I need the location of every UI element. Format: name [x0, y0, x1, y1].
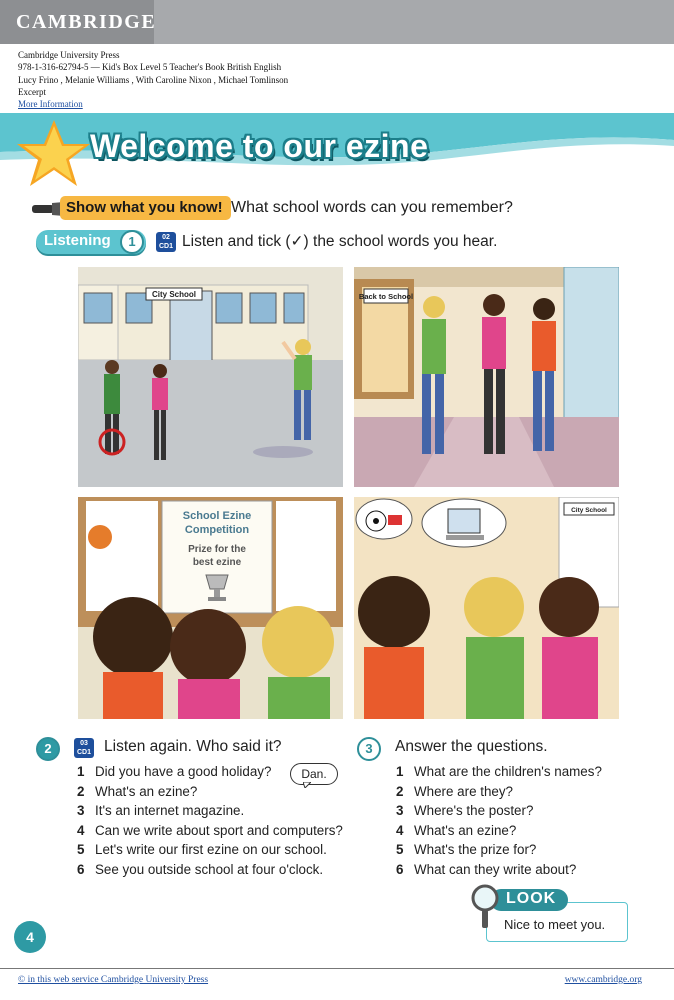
listening-instruction: Listen and tick (✓) the school words you hear. [182, 233, 498, 250]
book-metadata [18, 49, 288, 110]
list-item: 6 What can they write about? [396, 861, 577, 877]
show-what-you-know-label: Show what you know! [60, 196, 231, 220]
exercise-1-number: 1 [120, 230, 144, 254]
poster-line-2: Competition [184, 524, 250, 536]
cd-track: 02 [162, 234, 170, 241]
list-item: 5 What's the prize for? [396, 842, 537, 857]
exercise-3-number: 3 [357, 737, 381, 761]
look-text: Nice to meet you. [504, 917, 606, 932]
cd-icon[interactable] [156, 232, 176, 252]
list-item: 5 Let's write our first ezine on our school. [77, 842, 327, 857]
header-bar [0, 0, 674, 44]
exercise-3-list [396, 762, 602, 879]
city-school-sign: City School [151, 290, 197, 299]
picture-competition-poster [78, 497, 343, 719]
website-link[interactable]: www.cambridge.org [564, 975, 642, 985]
cd-track-2: 03 [80, 740, 88, 747]
poster-line-3: Prize for the [188, 544, 246, 555]
publisher: Cambridge University Press [18, 50, 120, 60]
magnifier-icon [470, 884, 500, 932]
authors: Lucy Frino , Melanie Williams , With Caroline Nixon , Michael Tomlinson [18, 74, 289, 85]
copyright-link[interactable]: © in this web service Cambridge University Press [18, 975, 209, 985]
cambridge-logo[interactable] [0, 0, 157, 44]
excerpt-label: Excerpt [18, 86, 46, 97]
list-item: 4 What's an ezine? [396, 822, 517, 838]
cd-icon-2[interactable] [74, 738, 94, 758]
back-to-school-sign: Back to School [358, 292, 414, 301]
list-item: 4 Can we write about sport and computers? [77, 822, 343, 838]
exercise-2-number: 2 [36, 737, 60, 761]
city-school-sign-2: City School [571, 507, 607, 514]
picture-school-corridor [354, 267, 619, 487]
exercise-2-title: Listen again. Who said it? [104, 738, 282, 755]
show-what-you-know-question: What school words can you remember? [231, 199, 513, 216]
poster-line-1: School Ezine [182, 510, 252, 522]
footer-divider [0, 968, 674, 969]
poster-line-4: best ezine [192, 557, 242, 568]
list-item: 3 It's an internet magazine. [77, 803, 245, 818]
list-item: 1 What are the children's names? [396, 764, 602, 779]
list-item: 2 What's an ezine? [77, 783, 198, 799]
exercise-3-title: Answer the questions. [395, 738, 548, 755]
picture-children-thinking [354, 497, 619, 719]
listening-label: Listening [44, 232, 111, 249]
cd-label-2: CD1 [76, 749, 91, 756]
answer-bubble: Dan. [290, 763, 338, 785]
list-item: 1 Did you have a good holiday? [77, 764, 272, 779]
look-badge [490, 889, 568, 911]
list-item: 2 Where are they? [396, 783, 513, 799]
list-item: 6 See you outside school at four o'clock. [77, 861, 324, 877]
isbn-title: 978-1-316-62794-5 — Kid's Box Level 5 Teacher's Book British English [18, 62, 282, 73]
page-title: Welcome to our ezine [90, 128, 429, 164]
list-item: 3 Where's the poster? [396, 803, 534, 818]
picture-school-exterior [78, 267, 343, 487]
brand-text: CAMBRIDGE [16, 11, 157, 33]
cd-label: CD1 [158, 243, 173, 250]
bubble-tail [303, 782, 311, 788]
look-label: LOOK [506, 890, 557, 907]
more-information-link[interactable]: More Information [18, 99, 83, 110]
star-icon [14, 118, 92, 190]
page-number: 4 [14, 921, 46, 953]
